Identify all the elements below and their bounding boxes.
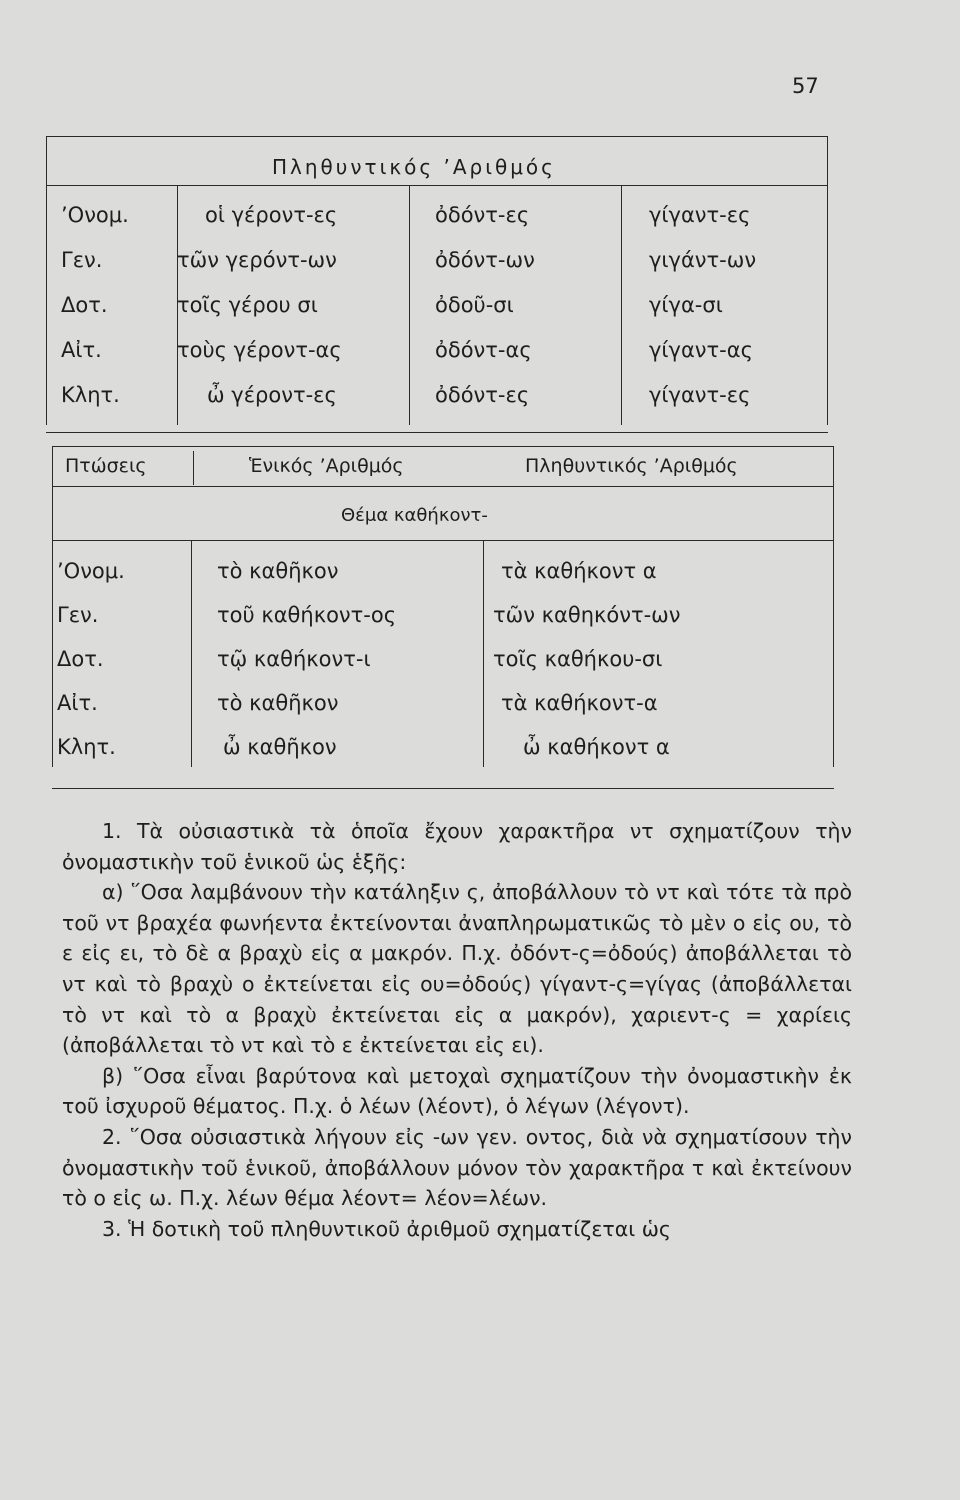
- table-row: [47, 248, 827, 294]
- cell-gigas: γίγαντ-ες: [649, 383, 751, 407]
- paragraph-rule-1b: β) ῞Οσα εἶναι βαρύτονα καὶ μετοχαὶ σχηματίζουν τὴν ὀνομαστικὴν ἐκ τοῦ ἰσχυροῦ θέματος. Π.χ. ὁ λέων (λέοντ), ὁ λέγων (λέγοντ).: [62, 1063, 852, 1119]
- cell-geron: ὦ γέροντ-ες: [207, 383, 337, 407]
- case-label: Κλητ.: [57, 735, 116, 759]
- case-label: ’Ονομ.: [57, 559, 125, 583]
- table-row: [53, 691, 833, 733]
- case-label: Δοτ.: [57, 647, 104, 671]
- cell-geron: τῶν γερόντ-ων: [177, 248, 337, 272]
- case-label: Κλητ.: [61, 383, 120, 407]
- cell-gigas: γίγαντ-ας: [649, 338, 753, 362]
- paragraph-rule-2: 2. ῞Οσα οὐσιαστικὰ λήγουν εἰς -ων γεν. οντος, διὰ νὰ σχηματίσουν τὴν ὀνομαστικὴν τοῦ ἑνικοῦ, ἀποβάλλουν μόνον τὸν χαρακτῆρα τ καὶ ἐκτείνουν τὸ ο εἰς ω. Π.χ. λέων θέμα λέοντ= λέον=λέων.: [62, 1124, 852, 1211]
- table-row: [53, 735, 833, 777]
- case-label: Γεν.: [61, 248, 103, 272]
- table-bottom-rule: [52, 788, 834, 789]
- page-number: 57: [792, 74, 819, 98]
- table-row: [53, 603, 833, 645]
- case-label: Δοτ.: [61, 293, 108, 317]
- header-cases: Πτώσεις: [65, 455, 147, 477]
- cell-odous: ὀδοῦ-σι: [435, 293, 514, 317]
- plural-form: τὰ καθήκοντ-α: [501, 691, 658, 715]
- plural-declension-table: [46, 136, 828, 425]
- singular-form: τοῦ καθήκοντ-ος: [217, 603, 397, 627]
- table-divider: [47, 185, 827, 186]
- table-row: [53, 559, 833, 601]
- table-bottom-rule: [46, 432, 828, 433]
- case-label: Αἰτ.: [61, 338, 102, 362]
- table-row: [47, 293, 827, 339]
- table-row: [47, 383, 827, 429]
- cell-geron: τοὺς γέροντ-ας: [177, 338, 342, 362]
- table-heading: Πληθυντικός ’Αριθμός: [272, 155, 556, 179]
- table-row: [47, 338, 827, 384]
- header-singular: Ἑνικός ’Αριθμός: [249, 455, 404, 477]
- cell-gigas: γίγα-σι: [649, 293, 723, 317]
- paragraph-rule-1a: α) ῞Οσα λαμβάνουν τὴν κατάληξιν ς, ἀποβάλλουν τὸ ντ καὶ τότε τὰ πρὸ τοῦ ντ βραχέα φωνήεντα ἐκτείνονται ἀναπληρωματικῶς τὸ μὲν ο εἰς ου, τὸ ε εἰς ει, τὸ δὲ α βραχὺ εἰς α μακρόν. Π.χ. ὀδόντ-ς=ὀδούς) ἀποβάλλεται τὸ ντ καὶ τὸ βραχὺ ο ἐκτείνεται εἰς ου=ὀδούς) γίγαντ-ς=γίγας (ἀποβάλλεται τὸ ντ καὶ τὸ α βραχὺ ἐκτείνεται εἰς α μακρόν), χαριεντ-ς = χαρίεις (ἀποβάλλεται τὸ ντ καὶ τὸ ε ἐκτείνεται εἰς ει).: [62, 880, 852, 1058]
- case-label: ’Ονομ.: [61, 203, 129, 227]
- case-label: Αἰτ.: [57, 691, 98, 715]
- cell-odous: ὀδόντ-ας: [435, 338, 532, 362]
- cell-gigas: γίγαντ-ες: [649, 203, 751, 227]
- cell-odous: ὀδόντ-ες: [435, 383, 530, 407]
- cell-geron: οἱ γέροντ-ες: [205, 203, 338, 227]
- cell-odous: ὀδόντ-ων: [435, 248, 535, 272]
- theme-label: Θέμα καθήκοντ-: [341, 505, 488, 526]
- plural-form: τὰ καθήκοντ α: [501, 559, 657, 583]
- table-divider: [53, 540, 833, 541]
- singular-form: τὸ καθῆκον: [217, 559, 339, 583]
- case-label: Γεν.: [57, 603, 99, 627]
- cell-geron: τοῖς γέρου σι: [177, 293, 318, 317]
- cell-odous: ὀδόντ-ες: [435, 203, 530, 227]
- cell-gigas: γιγάντ-ων: [649, 248, 757, 272]
- column-divider: [193, 451, 194, 485]
- plural-form: ὦ καθήκοντ α: [523, 735, 670, 759]
- singular-form: ὦ καθῆκον: [223, 735, 337, 759]
- body-text: [62, 816, 852, 1244]
- plural-form: τῶν καθηκόντ-ων: [493, 603, 681, 627]
- singular-form: τὸ καθῆκον: [217, 691, 339, 715]
- plural-form: τοῖς καθήκου-σι: [493, 647, 663, 671]
- paragraph-rule-1: 1. Τὰ οὐσιαστικὰ τὰ ὁποῖα ἔχουν χαρακτῆρα ντ σχηματίζουν τὴν ὀνομαστικὴν τοῦ ἑνικοῦ ὡς ἑξῆς:: [62, 819, 852, 874]
- kathekon-declension-table: [52, 446, 834, 767]
- table-row: [47, 203, 827, 249]
- singular-form: τῷ καθήκοντ-ι: [217, 647, 371, 671]
- paragraph-rule-3: 3. Ἡ δοτικὴ τοῦ πληθυντικοῦ ἀριθμοῦ σχηματίζεται ὡς: [102, 1216, 671, 1241]
- header-plural: Πληθυντικός ’Αριθμός: [525, 455, 738, 477]
- table-divider: [53, 486, 833, 487]
- table-row: [53, 647, 833, 689]
